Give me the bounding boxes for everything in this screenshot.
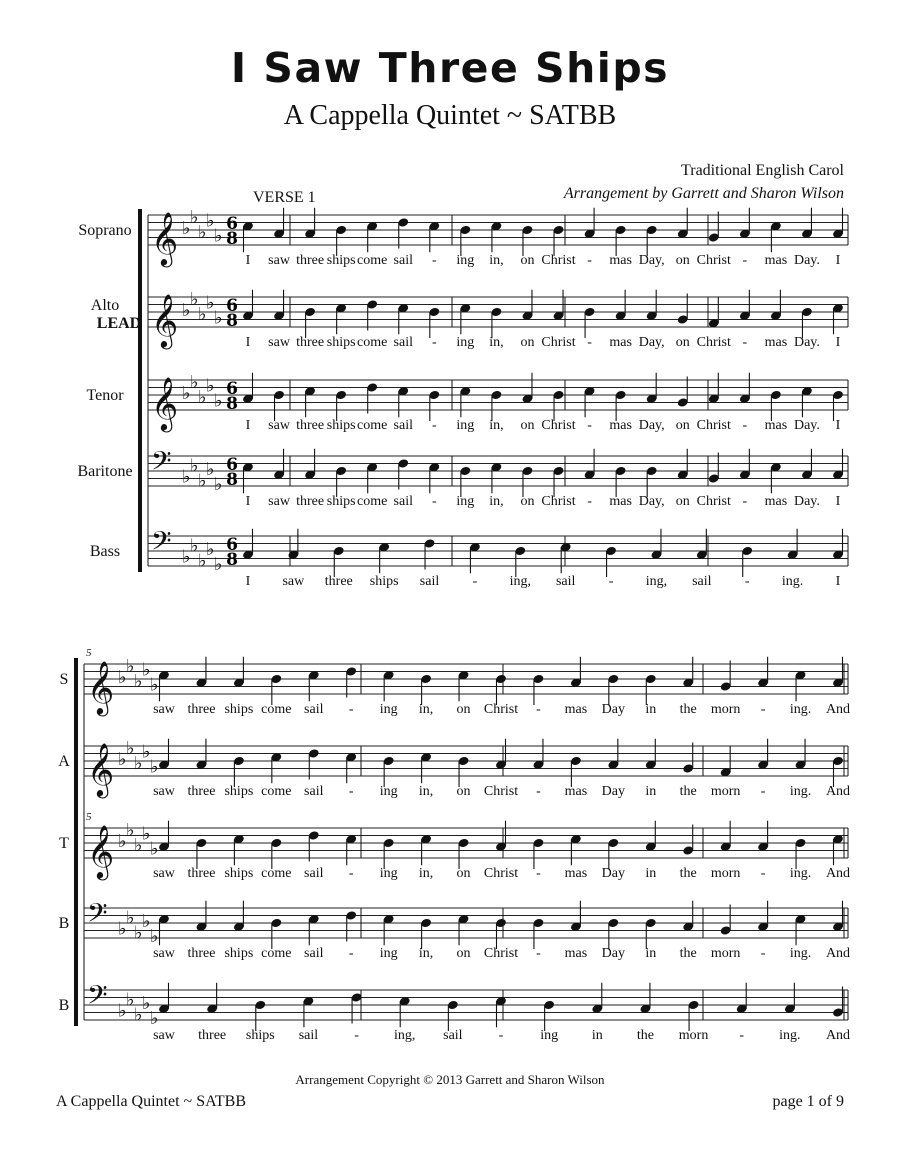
lyric-syllable: in, bbox=[489, 253, 504, 268]
lyric-syllable: I bbox=[835, 418, 841, 433]
lyric-syllable: on bbox=[675, 494, 690, 509]
lyric-syllable: Christ bbox=[541, 418, 576, 433]
flat-sign: ♭ bbox=[142, 911, 151, 932]
lyric-syllable: three bbox=[324, 574, 353, 589]
lyric-syllable: Day. bbox=[793, 253, 820, 268]
flat-sign: ♭ bbox=[134, 834, 143, 856]
flat-sign: ♭ bbox=[126, 655, 135, 677]
voice-label: T bbox=[59, 835, 69, 852]
lyric-syllable: mas bbox=[764, 418, 788, 433]
flat-sign: ♭ bbox=[182, 300, 191, 321]
flat-sign: ♭ bbox=[118, 831, 127, 852]
lyric-syllable: ing bbox=[456, 253, 475, 268]
flat-sign: ♭ bbox=[134, 670, 143, 692]
flat-sign: ♭ bbox=[150, 1008, 159, 1029]
lyric-syllable: mas bbox=[764, 253, 788, 268]
lyric-syllable: mas bbox=[764, 494, 788, 509]
arranger-credit: Arrangement by Garrett and Sharon Wilson bbox=[563, 185, 844, 202]
lyric-syllable: the bbox=[679, 866, 697, 881]
lyric-syllable: come bbox=[357, 253, 388, 268]
lyric-syllable: ing bbox=[456, 494, 475, 509]
lyric-syllable: Day, bbox=[638, 253, 665, 268]
lyric-syllable: in, bbox=[418, 946, 434, 961]
voice-label: S bbox=[59, 671, 69, 688]
lyric-syllable: - bbox=[739, 1028, 745, 1043]
flat-sign: ♭ bbox=[190, 371, 199, 393]
lyric-syllable: saw bbox=[153, 946, 175, 961]
lyric-syllable: ing. bbox=[789, 784, 812, 799]
lyric-syllable: - bbox=[742, 494, 748, 509]
lyric-syllable: - bbox=[760, 946, 766, 961]
treble-clef: 𝄞 bbox=[151, 211, 179, 265]
lyric-syllable: saw bbox=[153, 702, 175, 717]
flat-sign: ♭ bbox=[206, 292, 215, 314]
lyric-syllable: on bbox=[456, 784, 471, 799]
lyric-syllable: in bbox=[645, 866, 657, 881]
lyric-syllable: on bbox=[456, 702, 471, 717]
lyric-syllable: - bbox=[536, 784, 541, 799]
lyric-syllable: Christ bbox=[541, 494, 576, 509]
lyric-syllable: ing bbox=[379, 702, 398, 717]
lyric-syllable: Christ bbox=[696, 418, 731, 433]
lyric-syllable: mas bbox=[764, 335, 788, 350]
voice-label: Alto bbox=[90, 297, 120, 314]
lyric-syllable: ships bbox=[326, 335, 356, 350]
flat-sign: ♭ bbox=[206, 210, 215, 232]
voice-label: B bbox=[58, 997, 70, 1014]
lyric-syllable: Day bbox=[601, 702, 625, 717]
lyric-syllable: the bbox=[636, 1028, 654, 1043]
time-signature-bottom: 8 bbox=[226, 229, 238, 249]
lyric-syllable: ing bbox=[379, 866, 398, 881]
lyric-syllable: - bbox=[742, 335, 748, 350]
lyric-syllable: - bbox=[587, 253, 592, 268]
lyric-syllable: the bbox=[679, 946, 697, 961]
flat-sign: ♭ bbox=[126, 907, 135, 929]
lyric-syllable: Day, bbox=[638, 335, 665, 350]
flat-sign: ♭ bbox=[198, 386, 207, 408]
flat-sign: ♭ bbox=[198, 470, 207, 492]
treble-clef: 𝄞 bbox=[87, 660, 115, 714]
voice-sublabel: LEAD bbox=[96, 315, 142, 332]
lyric-syllable: ing bbox=[379, 784, 398, 799]
flat-sign: ♭ bbox=[150, 926, 159, 947]
lyric-syllable: - bbox=[431, 335, 437, 350]
lyric-syllable: in bbox=[591, 1028, 603, 1043]
lyric-syllable: saw bbox=[268, 494, 290, 509]
lyric-syllable: on bbox=[520, 253, 535, 268]
lyric-syllable: - bbox=[608, 574, 614, 589]
voice-label: Baritone bbox=[77, 463, 133, 480]
lyric-syllable: in, bbox=[489, 335, 504, 350]
measure-number: 5 bbox=[86, 811, 92, 823]
footer-ensemble: A Cappella Quintet ~ SATBB bbox=[56, 1093, 246, 1110]
flat-sign: ♭ bbox=[214, 307, 223, 329]
flat-sign: ♭ bbox=[214, 390, 223, 412]
lyric-syllable: - bbox=[760, 702, 766, 717]
treble-clef: 𝄞 bbox=[151, 376, 179, 430]
lyric-syllable: - bbox=[587, 494, 592, 509]
copyright-notice: Arrangement Copyright © 2013 Garrett and Sharon Wilson bbox=[295, 1072, 605, 1087]
bass-clef: 𝄢 bbox=[87, 979, 108, 1017]
lyric-syllable: ing. bbox=[789, 866, 812, 881]
lyric-syllable: I bbox=[245, 418, 251, 433]
lyric-syllable: come bbox=[261, 946, 292, 961]
lyric-syllable: ing bbox=[540, 1028, 559, 1043]
lyric-syllable: ing bbox=[456, 335, 475, 350]
lyric-syllable: And bbox=[825, 784, 851, 799]
voice-label: Bass bbox=[89, 543, 121, 560]
flat-sign: ♭ bbox=[206, 375, 215, 397]
lyric-syllable: morn bbox=[710, 866, 741, 881]
flat-sign: ♭ bbox=[118, 918, 127, 940]
lyric-syllable: Christ bbox=[696, 494, 731, 509]
lyric-syllable: morn bbox=[710, 946, 741, 961]
flat-sign: ♭ bbox=[206, 539, 215, 560]
lyric-syllable: - bbox=[498, 1028, 504, 1043]
lyric-syllable: Day, bbox=[638, 418, 665, 433]
lyric-syllable: ships bbox=[224, 702, 254, 717]
lyric-syllable: ing, bbox=[645, 574, 668, 589]
lyric-syllable: - bbox=[431, 418, 437, 433]
flat-sign: ♭ bbox=[214, 554, 223, 575]
lyric-syllable: mas bbox=[564, 866, 588, 881]
composer-credit: Traditional English Carol bbox=[681, 162, 844, 179]
lyric-syllable: ing, bbox=[509, 574, 532, 589]
lyric-syllable: Christ bbox=[483, 702, 519, 717]
lyric-syllable: Day bbox=[601, 784, 625, 799]
flat-sign: ♭ bbox=[126, 737, 135, 759]
lyric-syllable: three bbox=[296, 494, 325, 509]
lyric-syllable: I bbox=[835, 253, 841, 268]
lyric-syllable: sail bbox=[393, 335, 413, 350]
lyric-syllable: in, bbox=[489, 418, 504, 433]
lyric-syllable: sail bbox=[304, 866, 324, 881]
bass-clef: 𝄢 bbox=[151, 445, 172, 483]
lyric-syllable: Day, bbox=[638, 494, 665, 509]
lyric-syllable: ships bbox=[326, 418, 356, 433]
lyric-syllable: come bbox=[261, 866, 292, 881]
time-signature-top: 6 bbox=[226, 379, 238, 399]
lyric-syllable: - bbox=[536, 946, 541, 961]
voice-label: B bbox=[58, 915, 70, 932]
lyric-syllable: saw bbox=[268, 335, 290, 350]
lyric-syllable: And bbox=[825, 946, 851, 961]
time-signature-bottom: 8 bbox=[226, 394, 238, 414]
lyric-syllable: Christ bbox=[541, 335, 576, 350]
lyric-syllable: Christ bbox=[483, 784, 519, 799]
flat-sign: ♭ bbox=[214, 474, 223, 495]
flat-sign: ♭ bbox=[182, 383, 191, 404]
lyric-syllable: mas bbox=[609, 253, 632, 268]
lyric-syllable: on bbox=[675, 335, 690, 350]
lyric-syllable: mas bbox=[609, 494, 632, 509]
lyric-syllable: Day. bbox=[793, 418, 820, 433]
score-subtitle: A Cappella Quintet ~ SATBB bbox=[283, 100, 617, 131]
lyric-syllable: And bbox=[825, 1028, 851, 1043]
lyric-syllable: saw bbox=[153, 866, 175, 881]
lyric-syllable: come bbox=[261, 784, 292, 799]
flat-sign: ♭ bbox=[214, 225, 223, 247]
lyric-syllable: sail bbox=[393, 253, 413, 268]
lyric-syllable: in, bbox=[489, 494, 504, 509]
flat-sign: ♭ bbox=[190, 206, 199, 228]
measure-number: 5 bbox=[86, 647, 92, 659]
lyric-syllable: Christ bbox=[696, 335, 731, 350]
flat-sign: ♭ bbox=[182, 546, 191, 568]
lyric-syllable: sail bbox=[298, 1028, 319, 1043]
lyric-syllable: saw bbox=[153, 784, 175, 799]
lyric-syllable: - bbox=[348, 866, 354, 881]
voice-label: Soprano bbox=[78, 222, 132, 239]
section-label: VERSE 1 bbox=[253, 189, 316, 206]
lyric-syllable: ing, bbox=[394, 1028, 416, 1043]
lyric-syllable: - bbox=[742, 253, 748, 268]
lyric-syllable: in bbox=[645, 702, 657, 717]
flat-sign: ♭ bbox=[198, 221, 207, 243]
lyric-syllable: on bbox=[675, 418, 690, 433]
lyric-syllable: in, bbox=[418, 784, 434, 799]
lyric-syllable: - bbox=[348, 784, 354, 799]
lyric-syllable: three bbox=[296, 335, 325, 350]
lyric-syllable: saw bbox=[153, 1028, 175, 1043]
lyric-syllable: sail bbox=[393, 418, 413, 433]
lyric-syllable: Day bbox=[601, 866, 625, 881]
system-bracket bbox=[138, 209, 142, 572]
lyric-syllable: mas bbox=[609, 335, 632, 350]
lyric-syllable: saw bbox=[268, 253, 290, 268]
lyric-syllable: Day. bbox=[793, 494, 820, 509]
lyric-syllable: ing bbox=[456, 418, 475, 433]
lyric-syllable: three bbox=[198, 1028, 227, 1043]
lyric-syllable: sail bbox=[304, 702, 324, 717]
flat-sign: ♭ bbox=[118, 667, 127, 688]
flat-sign: ♭ bbox=[150, 838, 159, 860]
flat-sign: ♭ bbox=[126, 989, 135, 1011]
lyric-syllable: - bbox=[354, 1028, 359, 1043]
flat-sign: ♭ bbox=[190, 288, 199, 310]
lyric-syllable: I bbox=[245, 335, 251, 350]
lyric-syllable: Christ bbox=[483, 946, 519, 961]
lyric-syllable: morn bbox=[710, 784, 741, 799]
lyric-syllable: ships bbox=[326, 253, 356, 268]
lyric-syllable: ships bbox=[326, 494, 356, 509]
lyric-syllable: Christ bbox=[696, 253, 731, 268]
time-signature-top: 6 bbox=[226, 535, 238, 555]
lyric-syllable: mas bbox=[609, 418, 632, 433]
lyric-syllable: three bbox=[187, 784, 216, 799]
flat-sign: ♭ bbox=[134, 922, 143, 944]
flat-sign: ♭ bbox=[190, 455, 199, 477]
lyric-syllable: three bbox=[296, 418, 325, 433]
lyric-syllable: on bbox=[520, 335, 535, 350]
flat-sign: ♭ bbox=[198, 550, 207, 572]
lyric-syllable: - bbox=[472, 574, 478, 589]
lyric-syllable: saw bbox=[268, 418, 290, 433]
lyric-syllable: And bbox=[825, 702, 851, 717]
voice-label: A bbox=[58, 753, 70, 770]
flat-sign: ♭ bbox=[134, 752, 143, 774]
lyric-syllable: sail bbox=[443, 1028, 463, 1043]
lyric-syllable: three bbox=[187, 866, 216, 881]
lyric-syllable: three bbox=[296, 253, 325, 268]
lyric-syllable: - bbox=[348, 702, 354, 717]
lyric-syllable: ships bbox=[224, 866, 254, 881]
lyric-syllable: - bbox=[587, 418, 592, 433]
lyric-syllable: - bbox=[348, 946, 354, 961]
lyric-syllable: three bbox=[187, 702, 216, 717]
lyric-syllable: on bbox=[520, 418, 535, 433]
bass-clef: 𝄢 bbox=[87, 897, 108, 935]
lyric-syllable: come bbox=[261, 702, 292, 717]
lyric-syllable: - bbox=[536, 702, 541, 717]
lyric-syllable: Day bbox=[601, 946, 625, 961]
lyric-syllable: - bbox=[744, 574, 750, 589]
lyric-syllable: sail bbox=[555, 574, 576, 589]
lyric-syllable: ships bbox=[245, 1028, 275, 1043]
lyric-syllable: in, bbox=[418, 866, 434, 881]
lyric-syllable: - bbox=[587, 335, 592, 350]
lyric-syllable: in, bbox=[418, 702, 434, 717]
lyric-syllable: - bbox=[536, 866, 541, 881]
lyric-syllable: - bbox=[760, 866, 766, 881]
lyric-syllable: sail bbox=[692, 574, 712, 589]
lyric-syllable: on bbox=[675, 253, 690, 268]
lyric-syllable: I bbox=[245, 574, 251, 589]
flat-sign: ♭ bbox=[206, 459, 215, 480]
lyric-syllable: sail bbox=[419, 574, 440, 589]
time-signature-bottom: 8 bbox=[226, 311, 238, 331]
flat-sign: ♭ bbox=[150, 674, 159, 696]
lyric-syllable: - bbox=[760, 784, 766, 799]
page-number: page 1 of 9 bbox=[772, 1093, 844, 1110]
lyric-syllable: ships bbox=[224, 946, 254, 961]
lyric-syllable: in bbox=[645, 946, 657, 961]
voice-label: Tenor bbox=[86, 387, 124, 404]
lyric-syllable: ing. bbox=[781, 574, 804, 589]
lyric-syllable: And bbox=[825, 866, 851, 881]
lyric-syllable: - bbox=[431, 494, 437, 509]
lyric-syllable: sail bbox=[393, 494, 413, 509]
flat-sign: ♭ bbox=[126, 819, 135, 841]
lyric-syllable: I bbox=[835, 335, 841, 350]
time-signature-top: 6 bbox=[226, 296, 238, 316]
bass-clef: 𝄢 bbox=[151, 525, 172, 563]
lyric-syllable: Day. bbox=[793, 335, 820, 350]
lyric-syllable: I bbox=[835, 574, 841, 589]
time-signature-top: 6 bbox=[226, 214, 238, 234]
lyric-syllable: come bbox=[357, 335, 388, 350]
lyric-syllable: sail bbox=[304, 946, 324, 961]
flat-sign: ♭ bbox=[118, 1000, 127, 1022]
lyric-syllable: ing. bbox=[789, 946, 812, 961]
lyric-syllable: in bbox=[645, 784, 657, 799]
lyric-syllable: mas bbox=[564, 784, 588, 799]
lyric-syllable: sail bbox=[304, 784, 324, 799]
lyric-syllable: - bbox=[742, 418, 748, 433]
time-signature-bottom: 8 bbox=[226, 550, 238, 570]
flat-sign: ♭ bbox=[182, 218, 191, 239]
lyric-syllable: morn bbox=[678, 1028, 709, 1043]
lyric-syllable: mas bbox=[564, 702, 588, 717]
lyric-syllable: Christ bbox=[483, 866, 519, 881]
system-bracket bbox=[74, 658, 78, 1026]
lyric-syllable: I bbox=[245, 253, 251, 268]
treble-clef: 𝄞 bbox=[87, 824, 115, 878]
lyric-syllable: Christ bbox=[541, 253, 576, 268]
flat-sign: ♭ bbox=[182, 466, 191, 488]
lyric-syllable: ing bbox=[379, 946, 398, 961]
lyric-syllable: saw bbox=[282, 574, 305, 589]
flat-sign: ♭ bbox=[198, 303, 207, 325]
lyric-syllable: ships bbox=[369, 574, 399, 589]
lyric-syllable: on bbox=[520, 494, 535, 509]
flat-sign: ♭ bbox=[142, 741, 151, 763]
lyric-syllable: the bbox=[679, 702, 697, 717]
time-signature-bottom: 8 bbox=[226, 470, 238, 490]
lyric-syllable: on bbox=[456, 946, 471, 961]
lyric-syllable: the bbox=[679, 784, 697, 799]
treble-clef: 𝄞 bbox=[87, 742, 115, 796]
flat-sign: ♭ bbox=[142, 659, 151, 681]
flat-sign: ♭ bbox=[150, 756, 159, 778]
lyric-syllable: morn bbox=[710, 702, 741, 717]
lyric-syllable: three bbox=[187, 946, 216, 961]
treble-clef: 𝄞 bbox=[151, 293, 179, 347]
time-signature-top: 6 bbox=[226, 455, 238, 475]
flat-sign: ♭ bbox=[134, 1004, 143, 1026]
lyric-syllable: come bbox=[357, 418, 388, 433]
lyric-syllable: I bbox=[245, 494, 251, 509]
lyric-syllable: on bbox=[456, 866, 471, 881]
lyric-syllable: - bbox=[431, 253, 437, 268]
lyric-syllable: mas bbox=[564, 946, 588, 961]
lyric-syllable: ships bbox=[224, 784, 254, 799]
flat-sign: ♭ bbox=[142, 823, 151, 845]
flat-sign: ♭ bbox=[118, 749, 127, 770]
flat-sign: ♭ bbox=[142, 993, 151, 1014]
lyric-syllable: come bbox=[357, 494, 388, 509]
lyric-syllable: I bbox=[835, 494, 841, 509]
lyric-syllable: ing. bbox=[779, 1028, 801, 1043]
score-title: I Saw Three Ships bbox=[230, 44, 670, 92]
lyric-syllable: ing. bbox=[789, 702, 812, 717]
flat-sign: ♭ bbox=[190, 535, 199, 557]
